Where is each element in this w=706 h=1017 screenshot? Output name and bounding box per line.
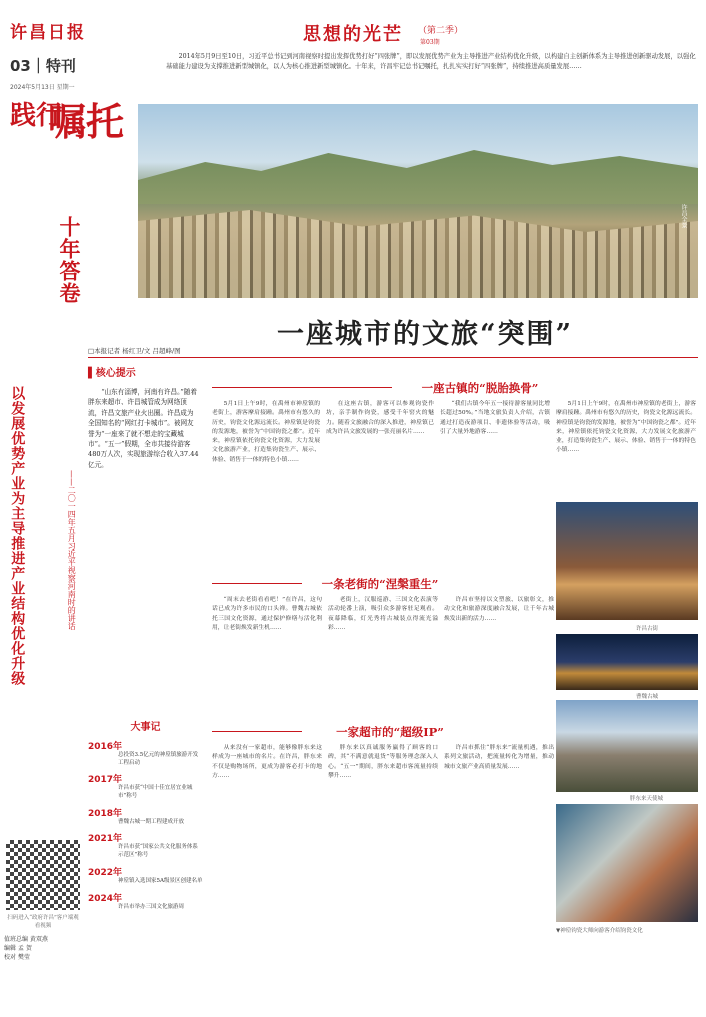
article-headline: 一座城市的文旅“突围” (276, 319, 574, 350)
issue-date: 2024年5月13日 星期一 (10, 84, 75, 91)
body-column: 许昌市抓住“胖东来”流量机遇，推出系列文旅活动，把流量转化为增量，推动城市文旅产业高质量发展…… (444, 745, 554, 770)
photo-ceramics-master (556, 804, 698, 922)
photo-caption: 许昌全景 (680, 204, 687, 228)
vertical-title: 以发展优势产业为主导推进产业结构优化升级 (9, 386, 26, 686)
body-column: 胖东来以真诚服务赢得了顾客的口碑，其“不满意就退货”等服务理念深入人心。“五一”期间，胖东来超市客流量持续攀升…… (328, 745, 438, 779)
mountain-ridge (138, 144, 698, 204)
body-column: “我们古镇今年五一接待游客量同比增长超过50%。”当地文旅负责人介绍，古镇通过打造夜游项目、非遗体验等活动，吸引了大量外地游客…… (440, 401, 550, 435)
chronicle (88, 718, 203, 911)
qr-code[interactable] (6, 840, 80, 910)
section-heading-3: 一家超市的“超级IP” (336, 725, 444, 739)
divider (212, 731, 302, 732)
chronicle-item: 2024年 许昌市举办三国文化旅游周 (88, 893, 185, 910)
chronicle-item: 2018年 曹魏古城一期工程建成开放 (88, 808, 185, 825)
brand-text-a: 践行 (10, 101, 63, 131)
body-column: 老街上，汉服巡游、三国文化表演等活动轮番上演，吸引众多游客驻足观看。夜幕降临，灯光秀将古城装点得流光溢彩…… (328, 597, 438, 631)
qr-caption: 扫码进入“政府许昌”客户端观看视频 (7, 915, 79, 929)
chronicle-item: 2022年 神垕镇入选国家5A级景区创建名单 (88, 867, 203, 884)
divider (88, 357, 698, 358)
banner-season: （第二季） (418, 26, 464, 36)
photo-supermarket (556, 700, 698, 792)
banner-title: 思想的光芒 (303, 24, 403, 45)
editor-credits: 值班总编 黄双燕 编辑 孟 贺 校对 樊莹 (4, 936, 48, 961)
chronicle-title: 大事记 (130, 722, 161, 733)
masthead (10, 18, 130, 91)
hero-photo (138, 104, 698, 298)
newspaper-logo: 许昌日报 (10, 23, 86, 43)
photo-caption: ▼神垕钧瓷大师向游客介绍钧瓷文化 (556, 928, 643, 934)
body-column: 5月1日上午9时，在禹州市神垕镇的老街上，游客摩肩接踵。禹州市有悠久的历史，钧瓷文化源远流长。神垕镇是钧瓷的发源地，被誉为“中国钧瓷之都”。近年来，神垕镇依托钧瓷文化资源，大力发展文化旅游产业，打造集钧瓷生产、展示、体验、销售于一体的特色小镇…… (556, 401, 696, 454)
banner-issue: 第03期 (420, 39, 440, 46)
vertical-subtitle: ——二〇一四年五月习近平视察河南时的讲话 (67, 470, 77, 630)
divider (212, 387, 392, 388)
body-column: “周末去老街看看吧！”在许昌，这句话已成为许多市民的口头禅。曹魏古城依托三国文化资源，通过保护修缮与活化利用，让老街焕发新生机…… (212, 597, 322, 631)
section-heading-2: 一条老街的“涅槃重生” (321, 577, 439, 591)
body-column: 5月1日上午9时，在禹州市神垕镇的老街上，游客摩肩接踵。禹州市有悠久的历史，钧瓷文化源远流长。神垕镇是钧瓷的发源地，被誉为“中国钧瓷之都”。近年来，神垕镇依托钧瓷文化资源，大力发展文化旅游产业，打造集钧瓷生产、展示、体验、销售于一体的特色小镇…… (212, 401, 320, 463)
brand-text-b: 嘱托 (48, 99, 125, 144)
body-column: 从来没有一家超市，能够像胖东来这样成为一座城市的名片。在许昌，胖东来不仅是购物场所，更成为游客必打卡的地方…… (212, 745, 322, 779)
chronicle-item: 2016年 总投资3.5亿元的神垕镇旅游开发工程启动 (88, 742, 199, 766)
photo-caption: 曹魏古城 (636, 694, 659, 700)
article-byline: □本报记者 杨红卫/文 吕超峰/图 (88, 347, 181, 355)
town-buildings (138, 188, 698, 298)
banner-intro: 2014年5月9日至10日，习近平总书记到河南视察时提出发挥优势打好“四张牌”，即以发展优势产业为主导推进产业结构优化升级，以构建自主创新体系为主导推进创新驱动发展，以强化基础能力建设为支撑推进新型城镇化，以人为核心推进新型城镇化。十年来，许昌牢记总书记嘱托，扎扎实实打好“四张牌”，持续推进高质量发展…… (166, 53, 696, 70)
column-banner (138, 8, 698, 92)
tips-text: “山东有淄博，河南有许昌。”随着胖东来超市、许昌城管成为网络顶流，许昌文旅产业火出圈。许昌成为全国知名的“网红打卡城市”。被网友誉为“一座来了就不想走的宝藏城市”。“五一”假期，全市共接待游客480万人次，实现旅游综合收入37.44亿元。 (88, 388, 199, 469)
photo-caption: 许昌古街 (636, 626, 659, 632)
body-column: 许昌市坚持以文塑旅、以旅彰文，推动文化和旅游深度融合发展，让千年古城焕发出新的活力…… (444, 597, 554, 622)
body-column: 在这座古镇，游客可以参观钧瓷作坊，亲手制作钧瓷，感受千年窑火的魅力。随着文旅融合的深入推进，神垕镇已成为许昌文旅发展的一张亮丽名片…… (326, 401, 434, 435)
tips-heading: ▌核心提示 (88, 368, 136, 379)
photo-night-city (556, 634, 698, 690)
photo-old-street (556, 502, 698, 620)
section-heading-1: 一座古镇的“脱胎换骨” (421, 381, 539, 395)
brand-text-c: 十年答卷 (57, 216, 82, 304)
chronicle-item: 2021年 许昌市获“国家公共文化服务体系示范区”称号 (88, 834, 198, 859)
photo-caption: 胖东来天使城 (630, 796, 664, 802)
chronicle-item: 2017年 许昌市获“中国十佳宜居宜业城市”称号 (88, 775, 193, 800)
key-tips-box (88, 364, 200, 704)
page-number: 03｜特刊 (10, 57, 76, 75)
divider (212, 583, 302, 584)
